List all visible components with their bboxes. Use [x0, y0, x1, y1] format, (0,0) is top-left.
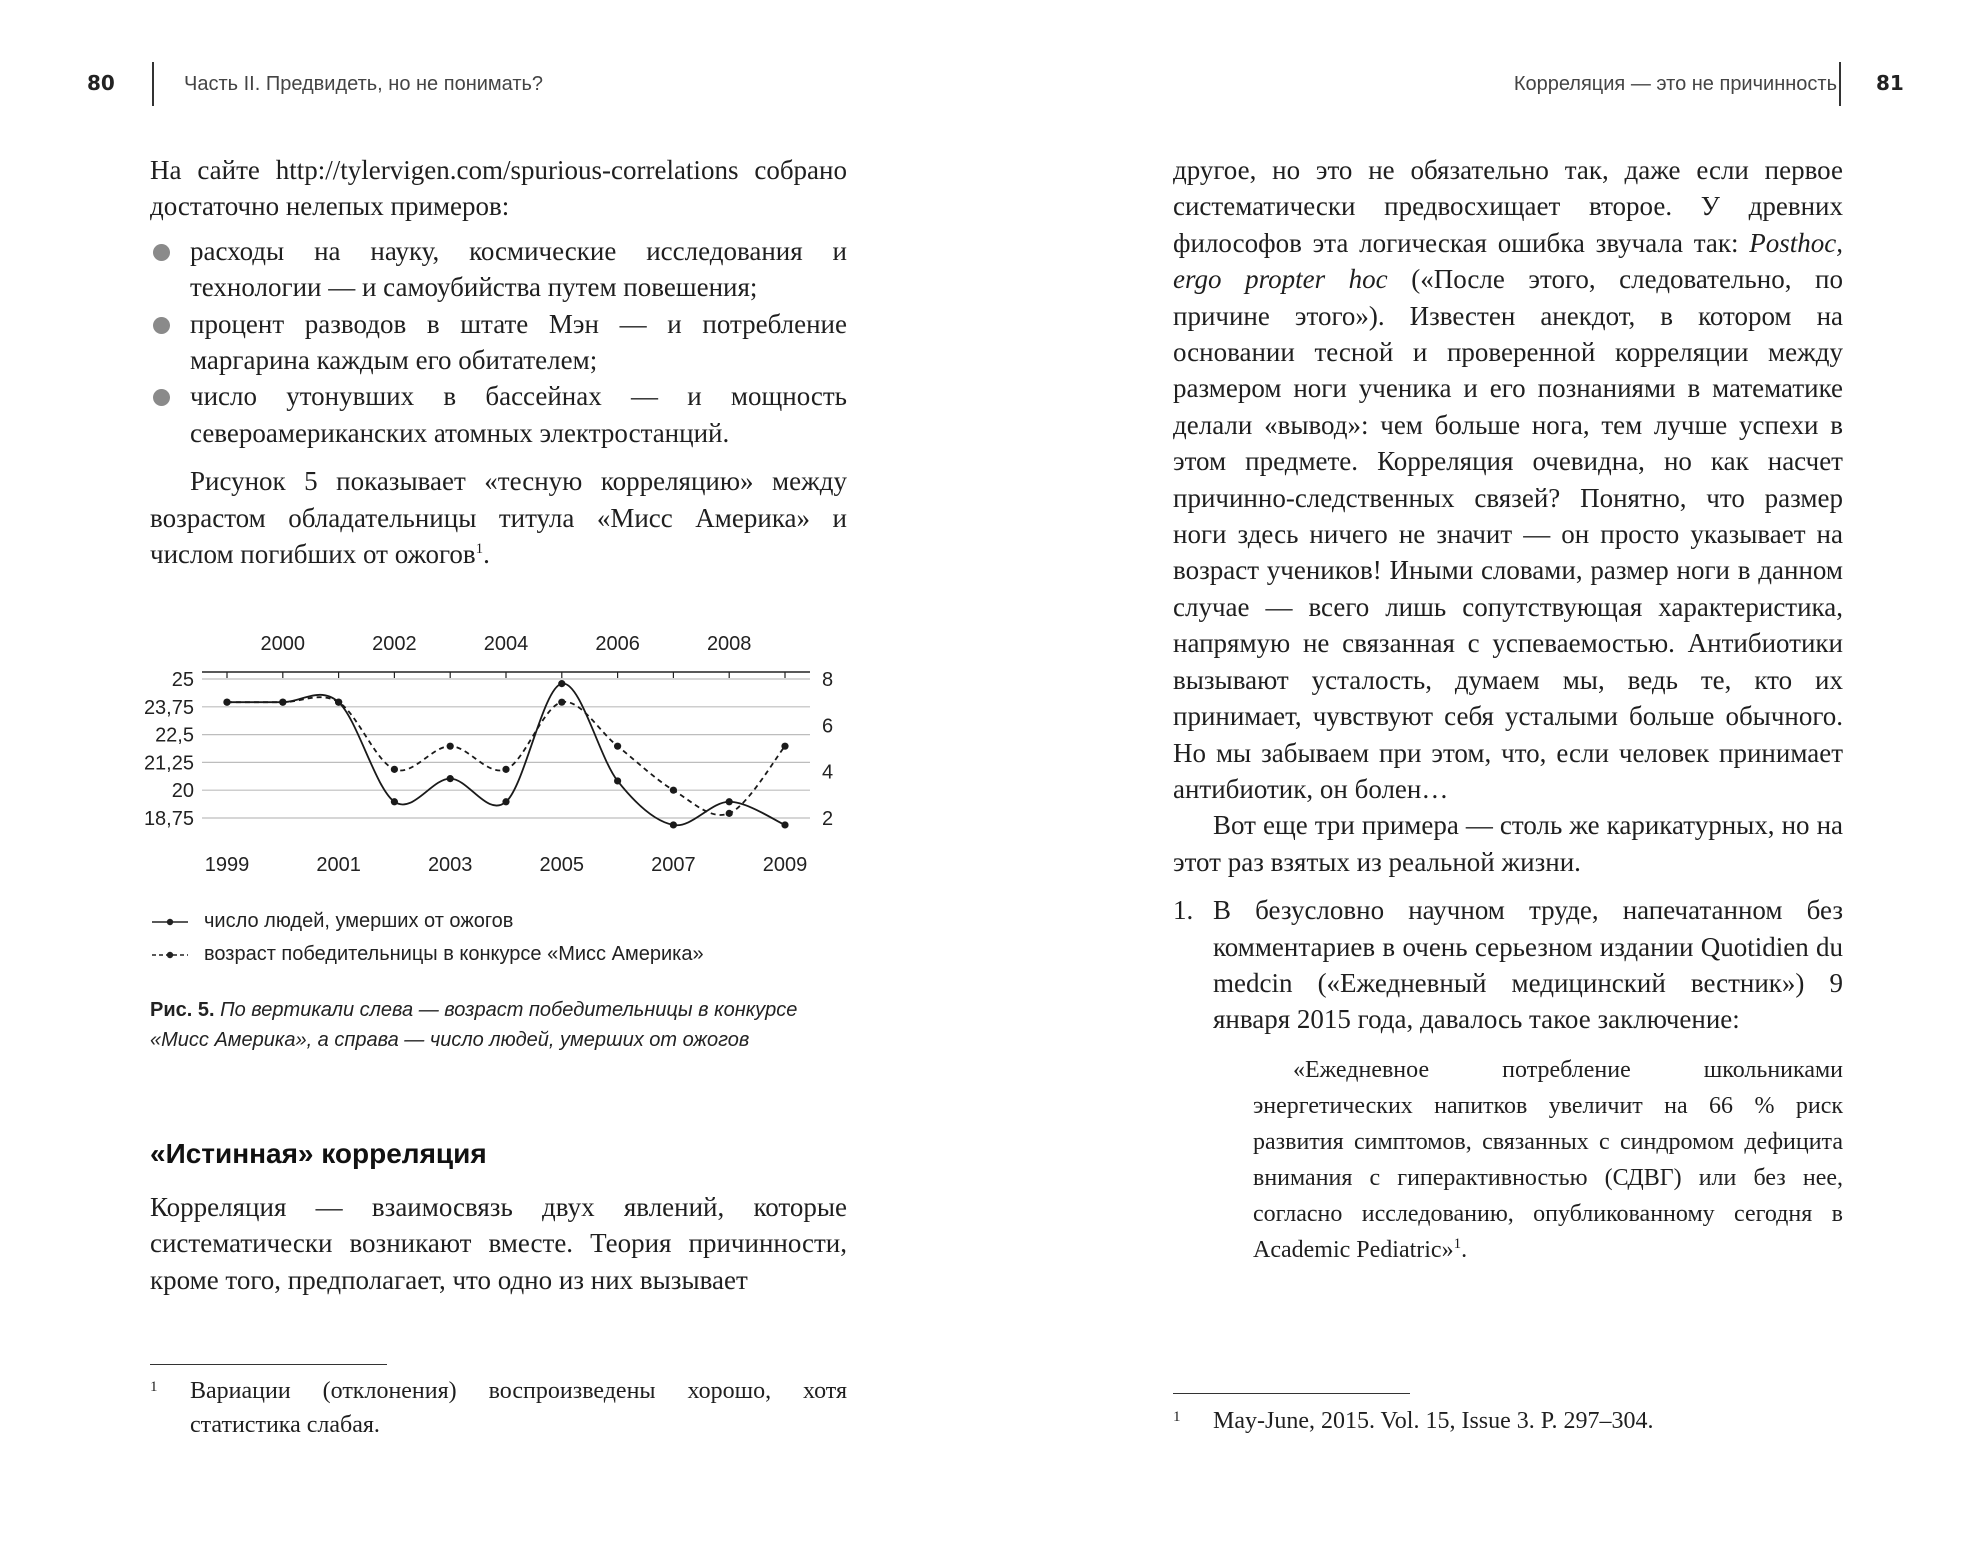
section-paragraph-block — [150, 1189, 847, 1298]
y-left-tick-label: 23,75 — [143, 696, 194, 719]
x-bottom-tick-label: 2001 — [316, 854, 361, 876]
left-text-column — [150, 152, 847, 572]
x-bottom-tick-label: 2003 — [427, 854, 473, 876]
intro-paragraph: На сайте http://tylervigen.com/spurious-correlations собрано достаточно нелепых примеров: — [150, 155, 847, 222]
x-bottom-tick-label: 2009 — [762, 854, 808, 876]
data-point-miss-america — [670, 787, 677, 794]
x-top-tick-label: 2000 — [260, 633, 306, 655]
line-chart — [143, 620, 850, 876]
x-top-tick-label: 2008 — [706, 633, 752, 655]
data-point-miss-america — [335, 699, 342, 706]
x-top-tick-label: 2002 — [372, 633, 417, 655]
data-point-miss-america — [502, 766, 509, 773]
y-left-tick-label: 20 — [171, 780, 194, 803]
x-top-tick-label: 2006 — [595, 633, 640, 655]
right-page — [990, 0, 1985, 1544]
data-point-burns — [502, 798, 509, 805]
data-point-burns — [447, 775, 454, 782]
header-divider — [1839, 62, 1841, 106]
numbered-list-item — [1173, 892, 1843, 1038]
y-right-tick-label: 4 — [822, 761, 834, 784]
y-right-tick-label: 2 — [822, 808, 834, 830]
page-number: 80 — [87, 71, 115, 95]
bullet-icon — [153, 389, 170, 406]
data-point-miss-america — [447, 743, 454, 750]
legend-item-miss-america: возраст победительницы в конкурсе «Мисс Америка» — [150, 943, 704, 966]
data-point-burns — [614, 777, 621, 784]
header-divider — [152, 62, 154, 106]
y-right-tick-label: 6 — [822, 715, 834, 738]
y-left-tick-label: 21,25 — [143, 752, 194, 775]
data-point-miss-america — [614, 743, 621, 750]
legend-item-burns: число людей, умерших от ожогов — [150, 910, 513, 933]
examples-intro-paragraph: Вот еще три примера — столь же карикатурных, но на этот раз взятых из реальной жизни. — [1173, 810, 1843, 877]
page-number: 81 — [1876, 71, 1904, 95]
data-point-burns — [558, 680, 565, 687]
bullet-icon — [153, 244, 170, 261]
x-bottom-tick-label: 2007 — [651, 854, 696, 876]
list-item: число утонувших в бассейнах — и мощность североамериканских атомных электростанций. — [150, 378, 847, 451]
x-bottom-tick-label: 2005 — [539, 854, 585, 876]
section-paragraph: Корреляция — взаимосвязь двух явлений, которые систематически возникают вместе. Теория причинности, кроме того, предполагает, что одно из них вызывает — [150, 1192, 847, 1295]
y-left-tick-label: 18,75 — [143, 808, 194, 830]
continued-paragraph: другое, но это не обязательно так, даже если первое систематически предвосхищает второе. У древних философов эта логическая ошибка звучала так: Posthoc, ergo propter hoc («После этого, следовательно, по причине этого»). Известен анекдот, в котором на основании тесной и проверенной корреляции между размером ноги ученика и его познаниями в математике делали «вывод»: чем больше нога, тем лучше успехи в этом предмете. Корреляция очевидна, но как насчет причинно-следственных связей? Понятно, что размер ноги здесь ничего не значит — он просто указывает на возраст учеников! Иными словами, размер ноги в данном случае — всего лишь сопутствующая характеристика, напрямую не связанная с успеваемостью. Антибиотики вызывают усталость, думаем мы, ведь те, кто их принимает, чувствуют себя усталыми больше обычного. Но мы забываем при этом, что, если человек принимает антибиотик, он болен… — [1173, 155, 1843, 804]
series-line-miss-america — [227, 697, 785, 815]
data-point-miss-america — [558, 699, 565, 706]
x-bottom-tick-label: 1999 — [204, 854, 250, 876]
data-point-burns — [391, 798, 398, 805]
list-item: процент разводов в штате Мэн — и потребление маргарина каждым его обитателем; — [150, 306, 847, 379]
footnote-rule — [1173, 1393, 1410, 1394]
figure-intro-paragraph: Рисунок 5 показывает «тесную корреляцию» между возрастом обладательницы титула «Мисс Америка» и числом погибших от ожогов$^1$. — [150, 466, 847, 570]
right-text-column — [1173, 152, 1843, 1268]
block-quote: «Ежедневное потребление школьниками энергетических напитков увеличит на 66 % риск развития симптомов, связанных с синдромом дефицита внимания с гиперактивностью (СДВГ) или без нее, согласно исследованию, опубликованному сегодня в Academic Pediatric»$^1$. — [1253, 1056, 1843, 1263]
bullet-icon — [153, 317, 170, 334]
list-item: расходы на науку, космические исследования и технологии — и самоубийства путем повешения; — [150, 233, 847, 306]
data-point-miss-america — [726, 810, 733, 817]
data-point-burns — [781, 821, 788, 828]
footnote-rule — [150, 1364, 387, 1365]
dashed-line-legend-icon — [150, 948, 190, 962]
solid-line-legend-icon — [150, 915, 190, 929]
section-heading: «Истинная» корреляция — [150, 1138, 487, 1169]
figure-caption: Рис. 5. По вертикали слева — возраст победительницы в конкурсе «Мисс Америка», а справа — число людей, умерших от ожогов — [150, 999, 798, 1051]
left-page — [0, 0, 990, 1544]
footnote: 1 Вариации (отклонения) воспроизведены хорошо, хотя статистика слабая. — [150, 1378, 847, 1438]
footnote: 1 May-June, 2015. Vol. 15, Issue 3. P. 297–304. — [1173, 1408, 1654, 1434]
data-point-miss-america — [781, 743, 788, 750]
examples-list — [150, 233, 847, 451]
x-top-tick-label: 2004 — [483, 633, 529, 655]
data-point-miss-america — [391, 766, 398, 773]
data-point-miss-america — [279, 699, 286, 706]
data-point-burns — [670, 821, 677, 828]
list-item-text: В безусловно научном труде, напечатанном без комментариев в очень серьезном издании Quotidien du medcin («Ежедневный медицинский вестник») 9 января 2015 года, давалось такое заключение: — [1213, 895, 1843, 1035]
running-title: Корреляция — это не причинность — [1513, 73, 1837, 95]
running-title: Часть II. Предвидеть, но не понимать? — [184, 73, 544, 95]
y-right-tick-label: 8 — [822, 669, 834, 691]
data-point-miss-america — [223, 699, 230, 706]
y-left-tick-label: 22,5 — [155, 724, 194, 747]
data-point-burns — [726, 798, 733, 805]
y-left-tick-label: 25 — [171, 669, 194, 691]
list-number: 1. — [1173, 895, 1194, 926]
